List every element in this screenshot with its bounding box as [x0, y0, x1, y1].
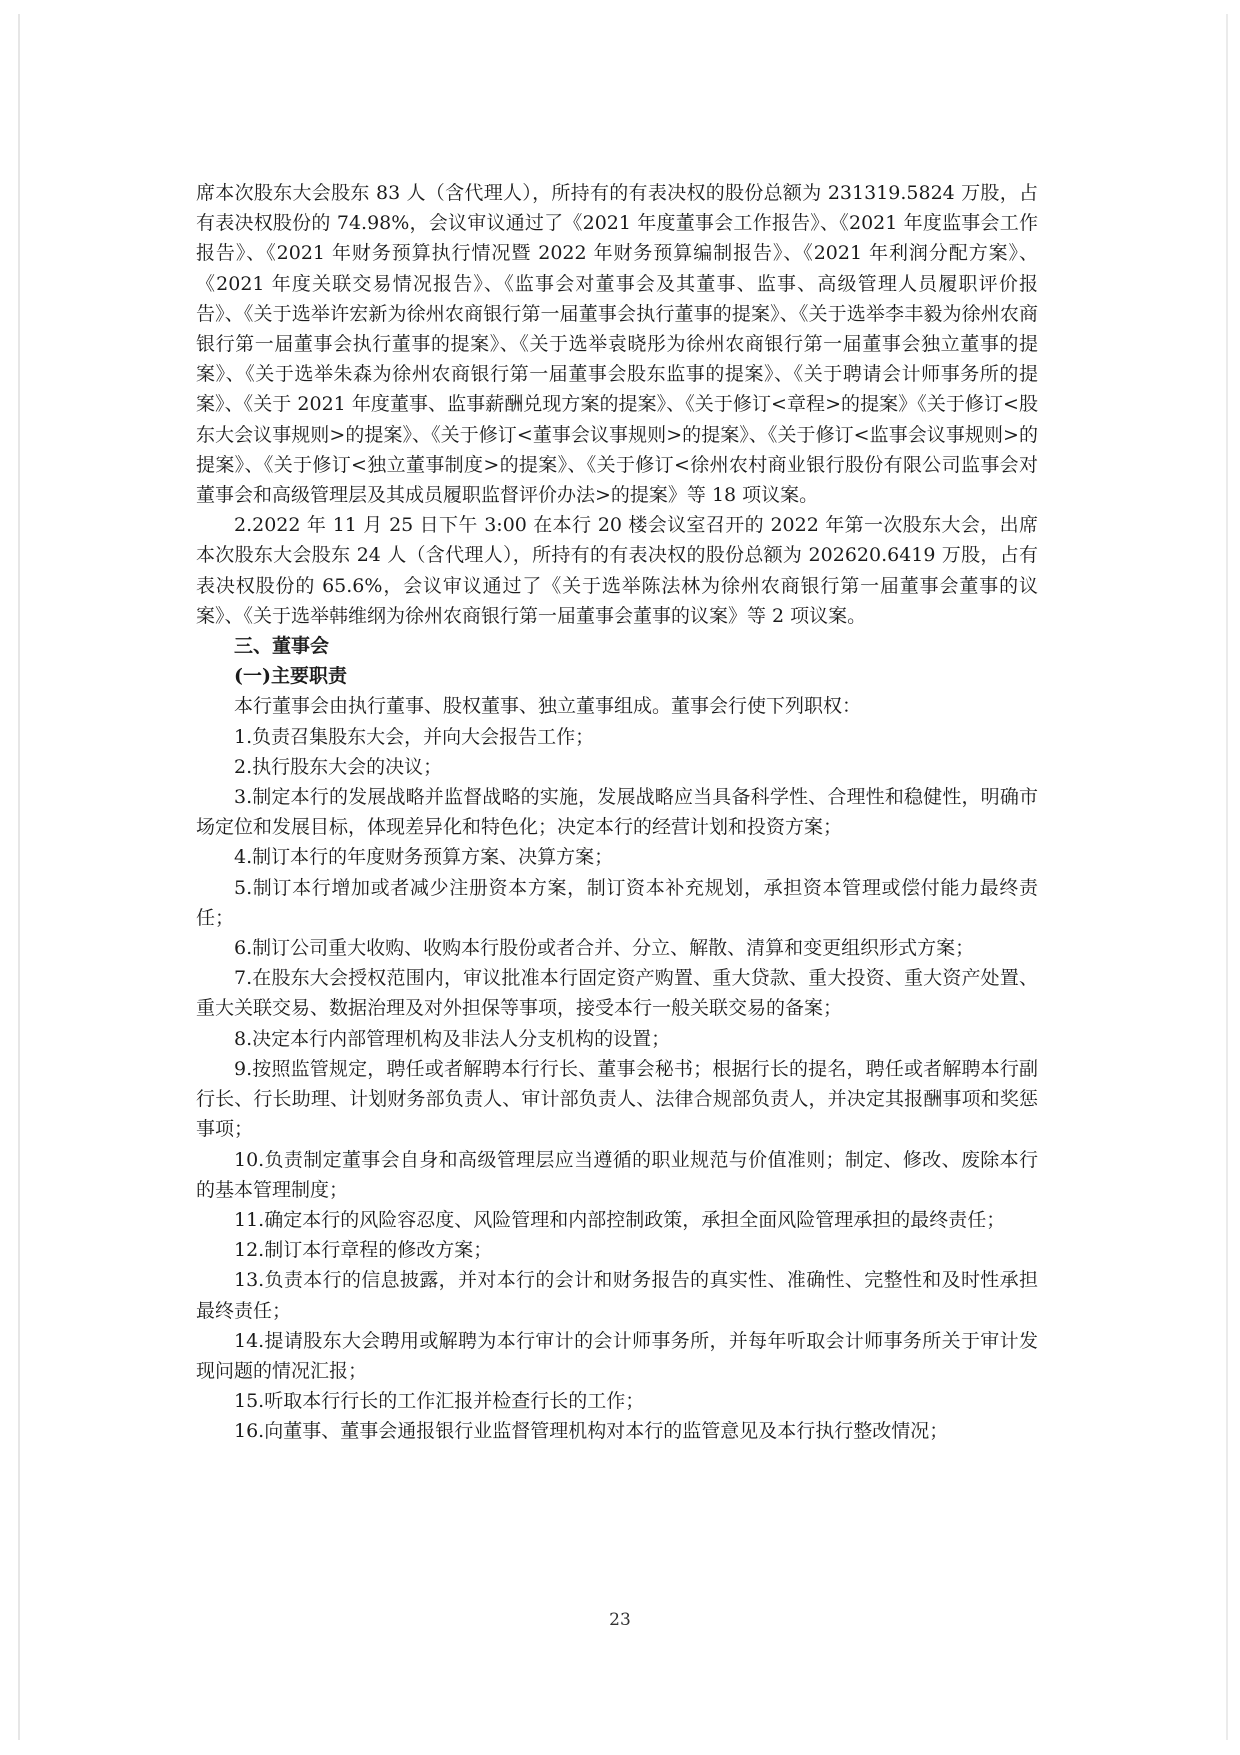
- list-item-duty-3: 3.制定本行的发展战略并监督战略的实施，发展战略应当具备科学性、合理性和稳健性，明确市场定位和发展目标，体现差异化和特色化；决定本行的经营计划和投资方案；: [196, 786, 1038, 839]
- paragraph-board-composition: 本行董事会由执行董事、股权董事、独立董事组成。董事会行使下列职权：: [234, 695, 862, 718]
- list-item-duty-4: 4.制订本行的年度财务预算方案、决算方案；: [234, 846, 614, 869]
- list-item-duty-9: 9.按照监管规定，聘任或者解聘本行行长、董事会秘书；根据行长的提名，聘任或者解聘本行副行长、行长助理、计划财务部负责人、审计部负责人、法律合规部负责人，并决定其报酬事项和奖惩事项；: [196, 1057, 1038, 1141]
- subsection-heading-duties: (一)主要职责: [234, 665, 347, 688]
- document-body: [196, 178, 1038, 1447]
- list-item-duty-10: 10.负责制定董事会自身和高级管理层应当遵循的职业规范与价值准则；制定、修改、废除本行的基本管理制度；: [196, 1148, 1038, 1201]
- list-item-duty-14: 14.提请股东大会聘用或解聘为本行审计的会计师事务所，并每年听取会计师事务所关于审计发现问题的情况汇报；: [196, 1329, 1038, 1382]
- paragraph-shareholder-meeting-2: 2.2022 年 11 月 25 日下午 3:00 在本行 20 楼会议室召开的 2022 年第一次股东大会，出席本次股东大会股东 24 人（含代理人），所持有的有表决权的股份总额为 202620.6419 万股，占有表决权股份的 65.6%，会议审议通过了《关于选举陈法林为徐州农商银行第一届董事会董事的议案》、《关于选举韩维纲为徐州农商银行第一届董事会董事的议案》等 2 项议案。: [196, 514, 1038, 627]
- list-item-duty-5: 5.制订本行增加或者减少注册资本方案，制订资本补充规划，承担资本管理或偿付能力最终责任；: [196, 876, 1038, 929]
- list-item-duty-7: 7.在股东大会授权范围内，审议批准本行固定资产购置、重大贷款、重大投资、重大资产处置、重大关联交易、数据治理及对外担保等事项，接受本行一般关联交易的备案；: [196, 967, 1038, 1020]
- list-item-duty-2: 2.执行股东大会的决议；: [234, 755, 443, 778]
- paragraph-shareholder-meeting-1-continued: 席本次股东大会股东 83 人（含代理人），所持有的有表决权的股份总额为 231319.5824 万股，占有表决权股份的 74.98%，会议审议通过了《2021 年度董事会工作报告》、《2021 年度监事会工作报告》、《2021 年财务预算执行情况暨 2022 年财务预算编制报告》、《2021 年利润分配方案》、《2021 年度关联交易情况报告》、《监事会对董事会及其董事、监事、高级管理人员履职评价报告》、《关于选举许宏新为徐州农商银行第一届董事会执行董事的提案》、《关于选举李丰毅为徐州农商银行第一届董事会执行董事的提案》、《关于选举袁晓彤为徐州农商银行第一届董事会独立董事的提案》、《关于选举朱森为徐州农商银行第一届董事会股东监事的提案》、《关于聘请会计师事务所的提案》、《关于 2021 年度董事、监事薪酬兑现方案的提案》、《关于修订<章程>的提案》《关于修订<股东大会议事规则>的提案》、《关于修订<董事会议事规则>的提案》、《关于修订<监事会议事规则>的提案》、《关于修订<独立董事制度>的提案》、《关于修订<徐州农村商业银行股份有限公司监事会对董事会和高级管理层及其成员履职监督评价办法>的提案》等 18 项议案。: [196, 182, 1038, 507]
- list-item-duty-6: 6.制订公司重大收购、收购本行股份或者合并、分立、解散、清算和变更组织形式方案；: [234, 937, 975, 960]
- list-item-duty-15: 15.听取本行行长的工作汇报并检查行长的工作；: [234, 1390, 645, 1413]
- list-item-duty-1: 1.负责召集股东大会，并向大会报告工作；: [234, 725, 595, 748]
- list-item-duty-12: 12.制订本行章程的修改方案；: [234, 1239, 493, 1262]
- list-item-duty-16: 16.向董事、董事会通报银行业监督管理机构对本行的监管意见及本行执行整改情况；: [234, 1420, 949, 1443]
- page-number: 23: [609, 1610, 631, 1630]
- list-item-duty-13: 13.负责本行的信息披露，并对本行的会计和财务报告的真实性、准确性、完整性和及时性承担最终责任；: [196, 1269, 1038, 1322]
- section-heading-board: 三、董事会: [234, 635, 330, 658]
- list-item-duty-8: 8.决定本行内部管理机构及非法人分支机构的设置；: [234, 1027, 671, 1050]
- list-item-duty-11: 11.确定本行的风险容忍度、风险管理和内部控制政策，承担全面风险管理承担的最终责任；: [234, 1208, 1006, 1231]
- faint-header-text: [500, 88, 800, 106]
